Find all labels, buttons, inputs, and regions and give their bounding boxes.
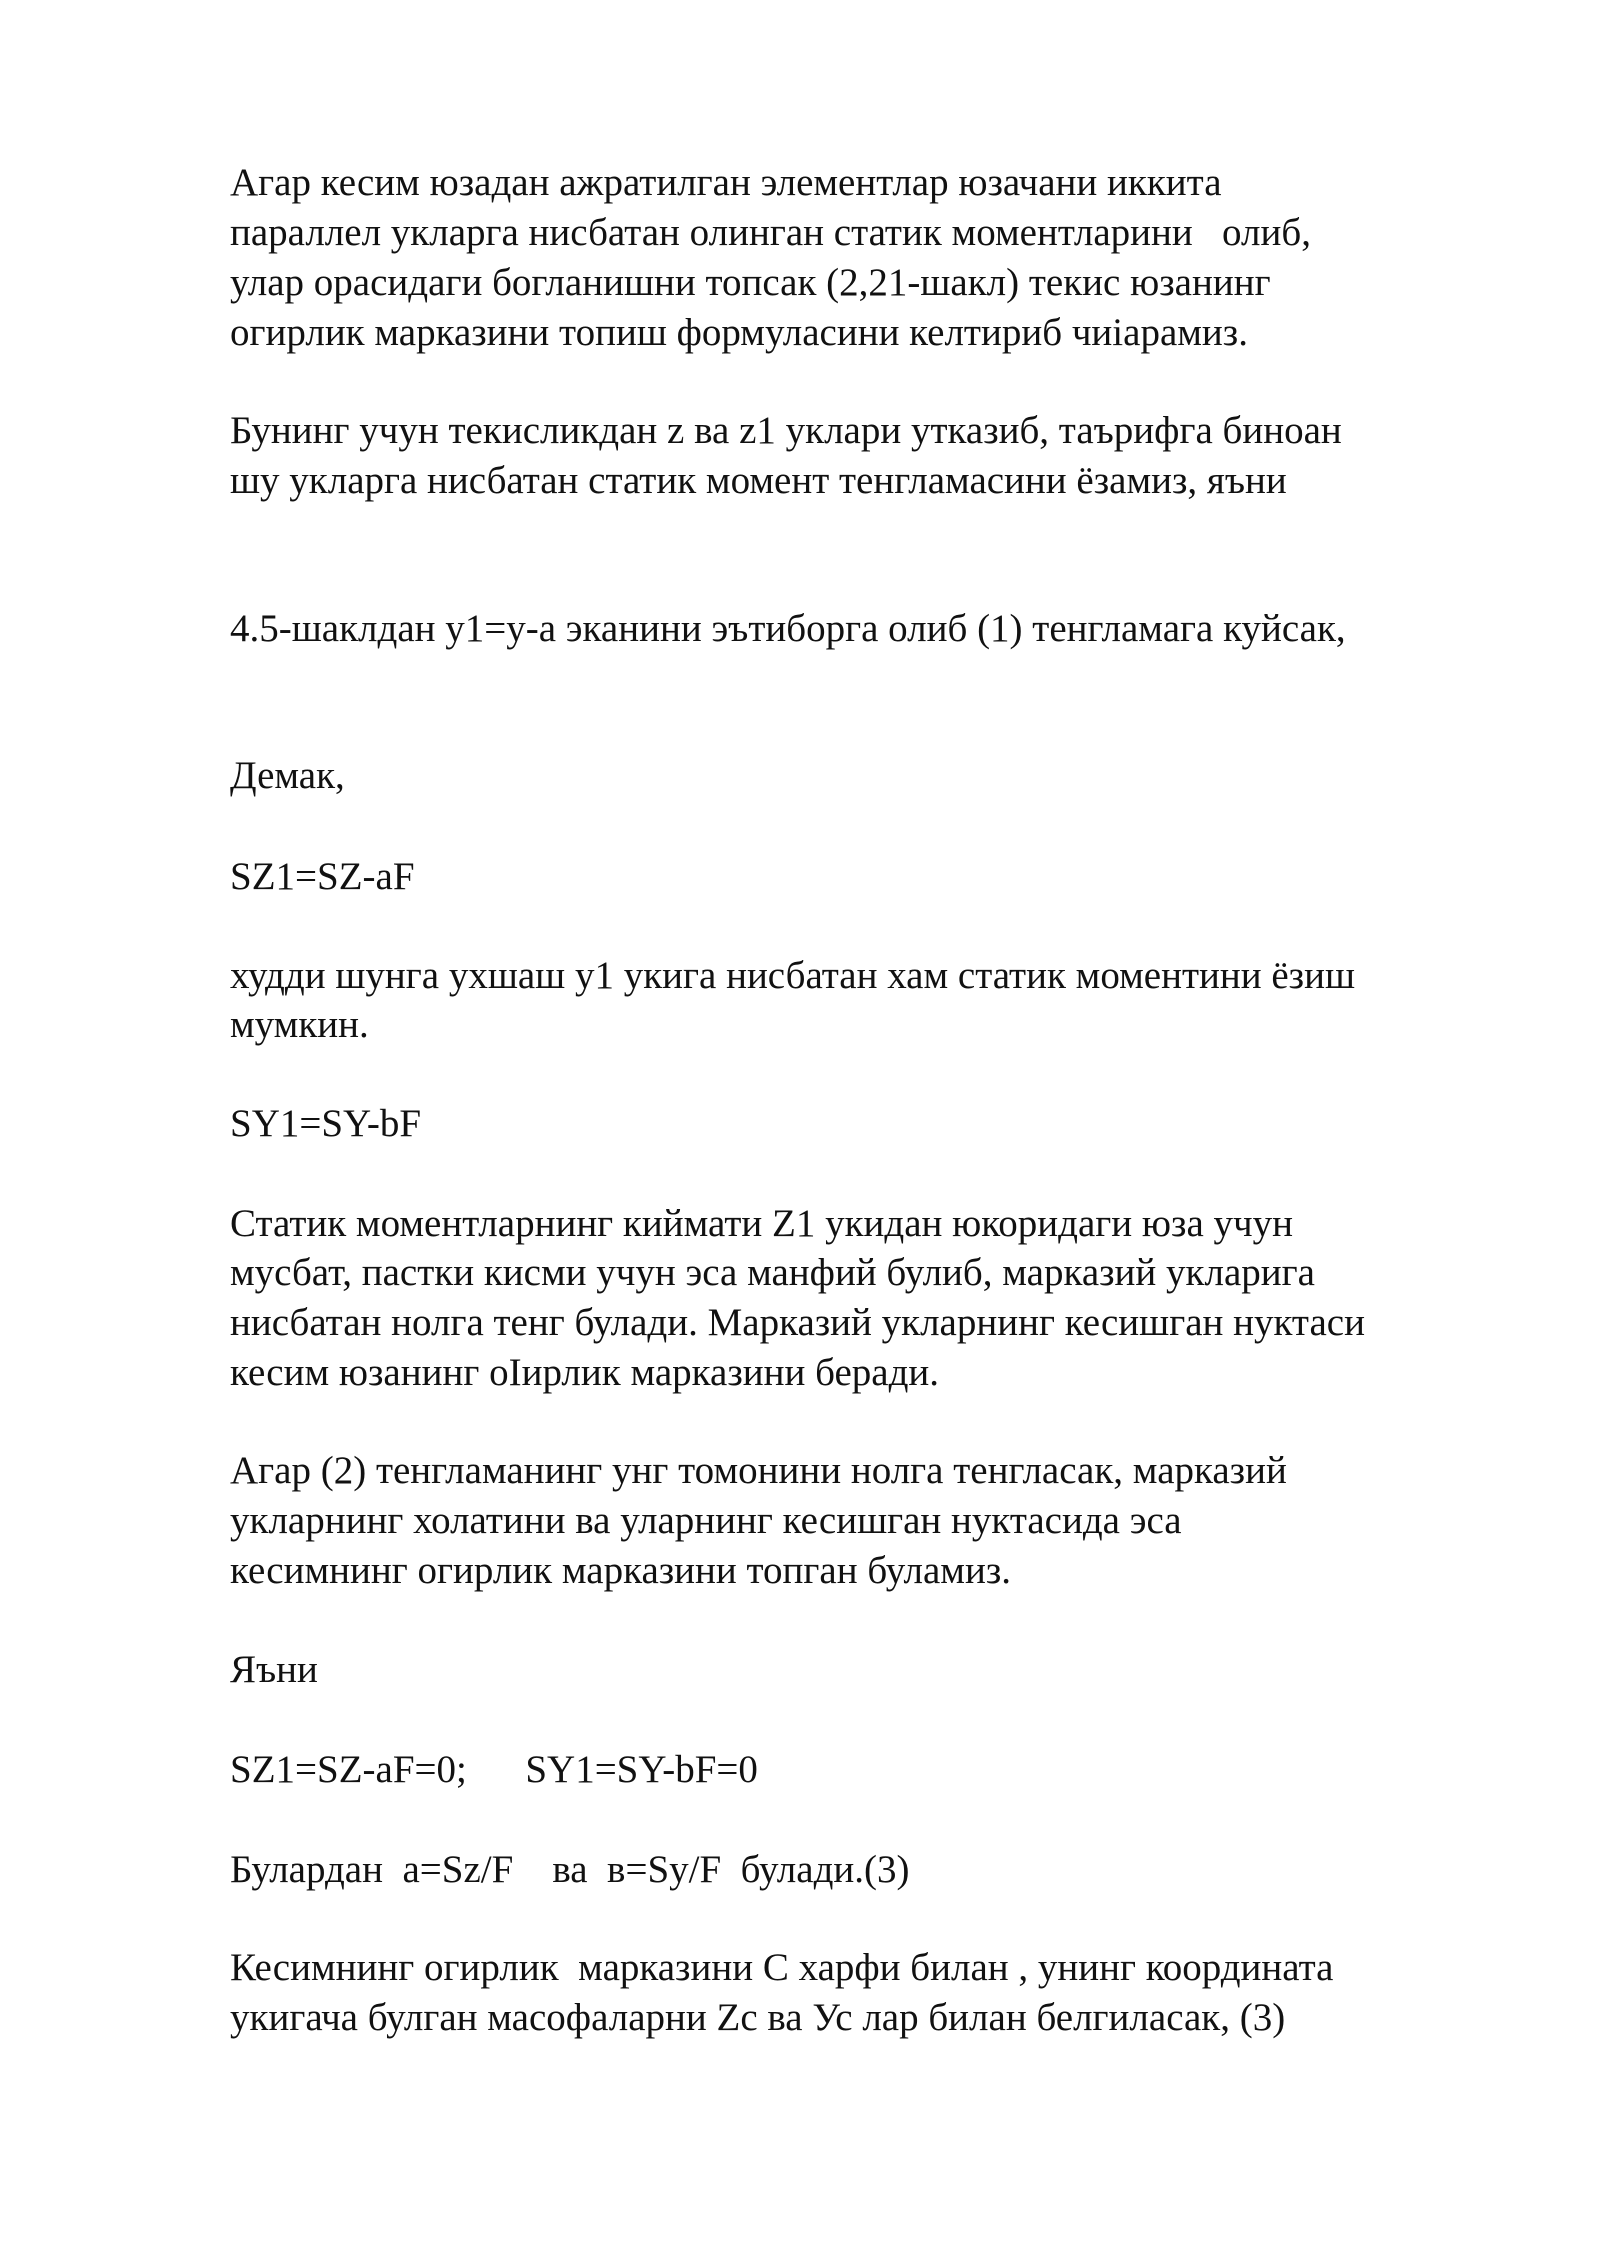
paragraph-1-line-3: улар орасидаги богланишни топсак (2,21-шакл) текис юзанинг: [230, 261, 1271, 304]
formula-a-b: Булардан a=Sz/F ва в=Sy/F булади.(3): [230, 1848, 910, 1891]
paragraph-9-line-1: Агар (2) тенгламанинг унг томонини нолга тенгласак, марказий: [230, 1449, 1287, 1492]
formula-sz1: SZ1=SZ-aF: [230, 855, 415, 898]
paragraph-8-line-2: мусбат, пастки кисми учун эса манфий булиб, марказий укларига: [230, 1251, 1315, 1294]
paragraph-13-line-1: Кесимнинг огирлик марказини С харфи билан , унинг координата: [230, 1946, 1334, 1989]
paragraph-9-line-2: укларнинг холатини ва уларнинг кесишган нуктасида эса: [230, 1499, 1182, 1542]
paragraph-8-line-4: кесим юзанинг оIирлик марказини беради.: [230, 1351, 940, 1394]
paragraph-8-line-3: нисбатан нолга тенг булади. Марказий укларнинг кесишган нуктаси: [230, 1301, 1365, 1344]
paragraph-1-line-2: параллел укларга нисбатан олинган статик моментларини олиб,: [230, 211, 1311, 254]
formula-sy1: SY1=SY-bF: [230, 1102, 422, 1145]
paragraph-8-line-1: Статик моментларнинг киймати Z1 укидан юкоридаги юза учун: [230, 1202, 1293, 1245]
paragraph-10-line-1: Яъни: [230, 1648, 318, 1691]
paragraph-3-line-1: 4.5-шаклдан y1=y-a эканини эътиборга олиб (1) тенгламага куйсак,: [230, 607, 1346, 650]
paragraph-6-line-2: мумкин.: [230, 1003, 369, 1046]
paragraph-2-line-1: Бунинг учун текисликдан z ва z1 уклари утказиб, таърифга биноан: [230, 409, 1342, 452]
paragraph-1-line-4: огирлик марказини топиш формуласини келтириб чиiарамиз.: [230, 311, 1248, 354]
paragraph-13-line-2: укигача булган масофаларни Zc ва Ус лар билан белгиласак, (3): [230, 1996, 1286, 2039]
paragraph-2-line-2: шу укларга нисбатан статик момент тенгламасини ёзамиз, яъни: [230, 459, 1287, 502]
formula-centroid-conditions: SZ1=SZ-aF=0; SY1=SY-bF=0: [230, 1748, 758, 1791]
paragraph-4-line-1: Демак,: [230, 754, 345, 797]
paragraph-1-line-1: Агар кесим юзадан ажратилган элементлар юзачани иккита: [230, 161, 1222, 204]
paragraph-9-line-3: кесимнинг огирлик марказини топган буламиз.: [230, 1549, 1011, 1592]
paragraph-6-line-1: худди шунга ухшаш y1 укига нисбатан хам статик моментини ёзиш: [230, 954, 1355, 997]
